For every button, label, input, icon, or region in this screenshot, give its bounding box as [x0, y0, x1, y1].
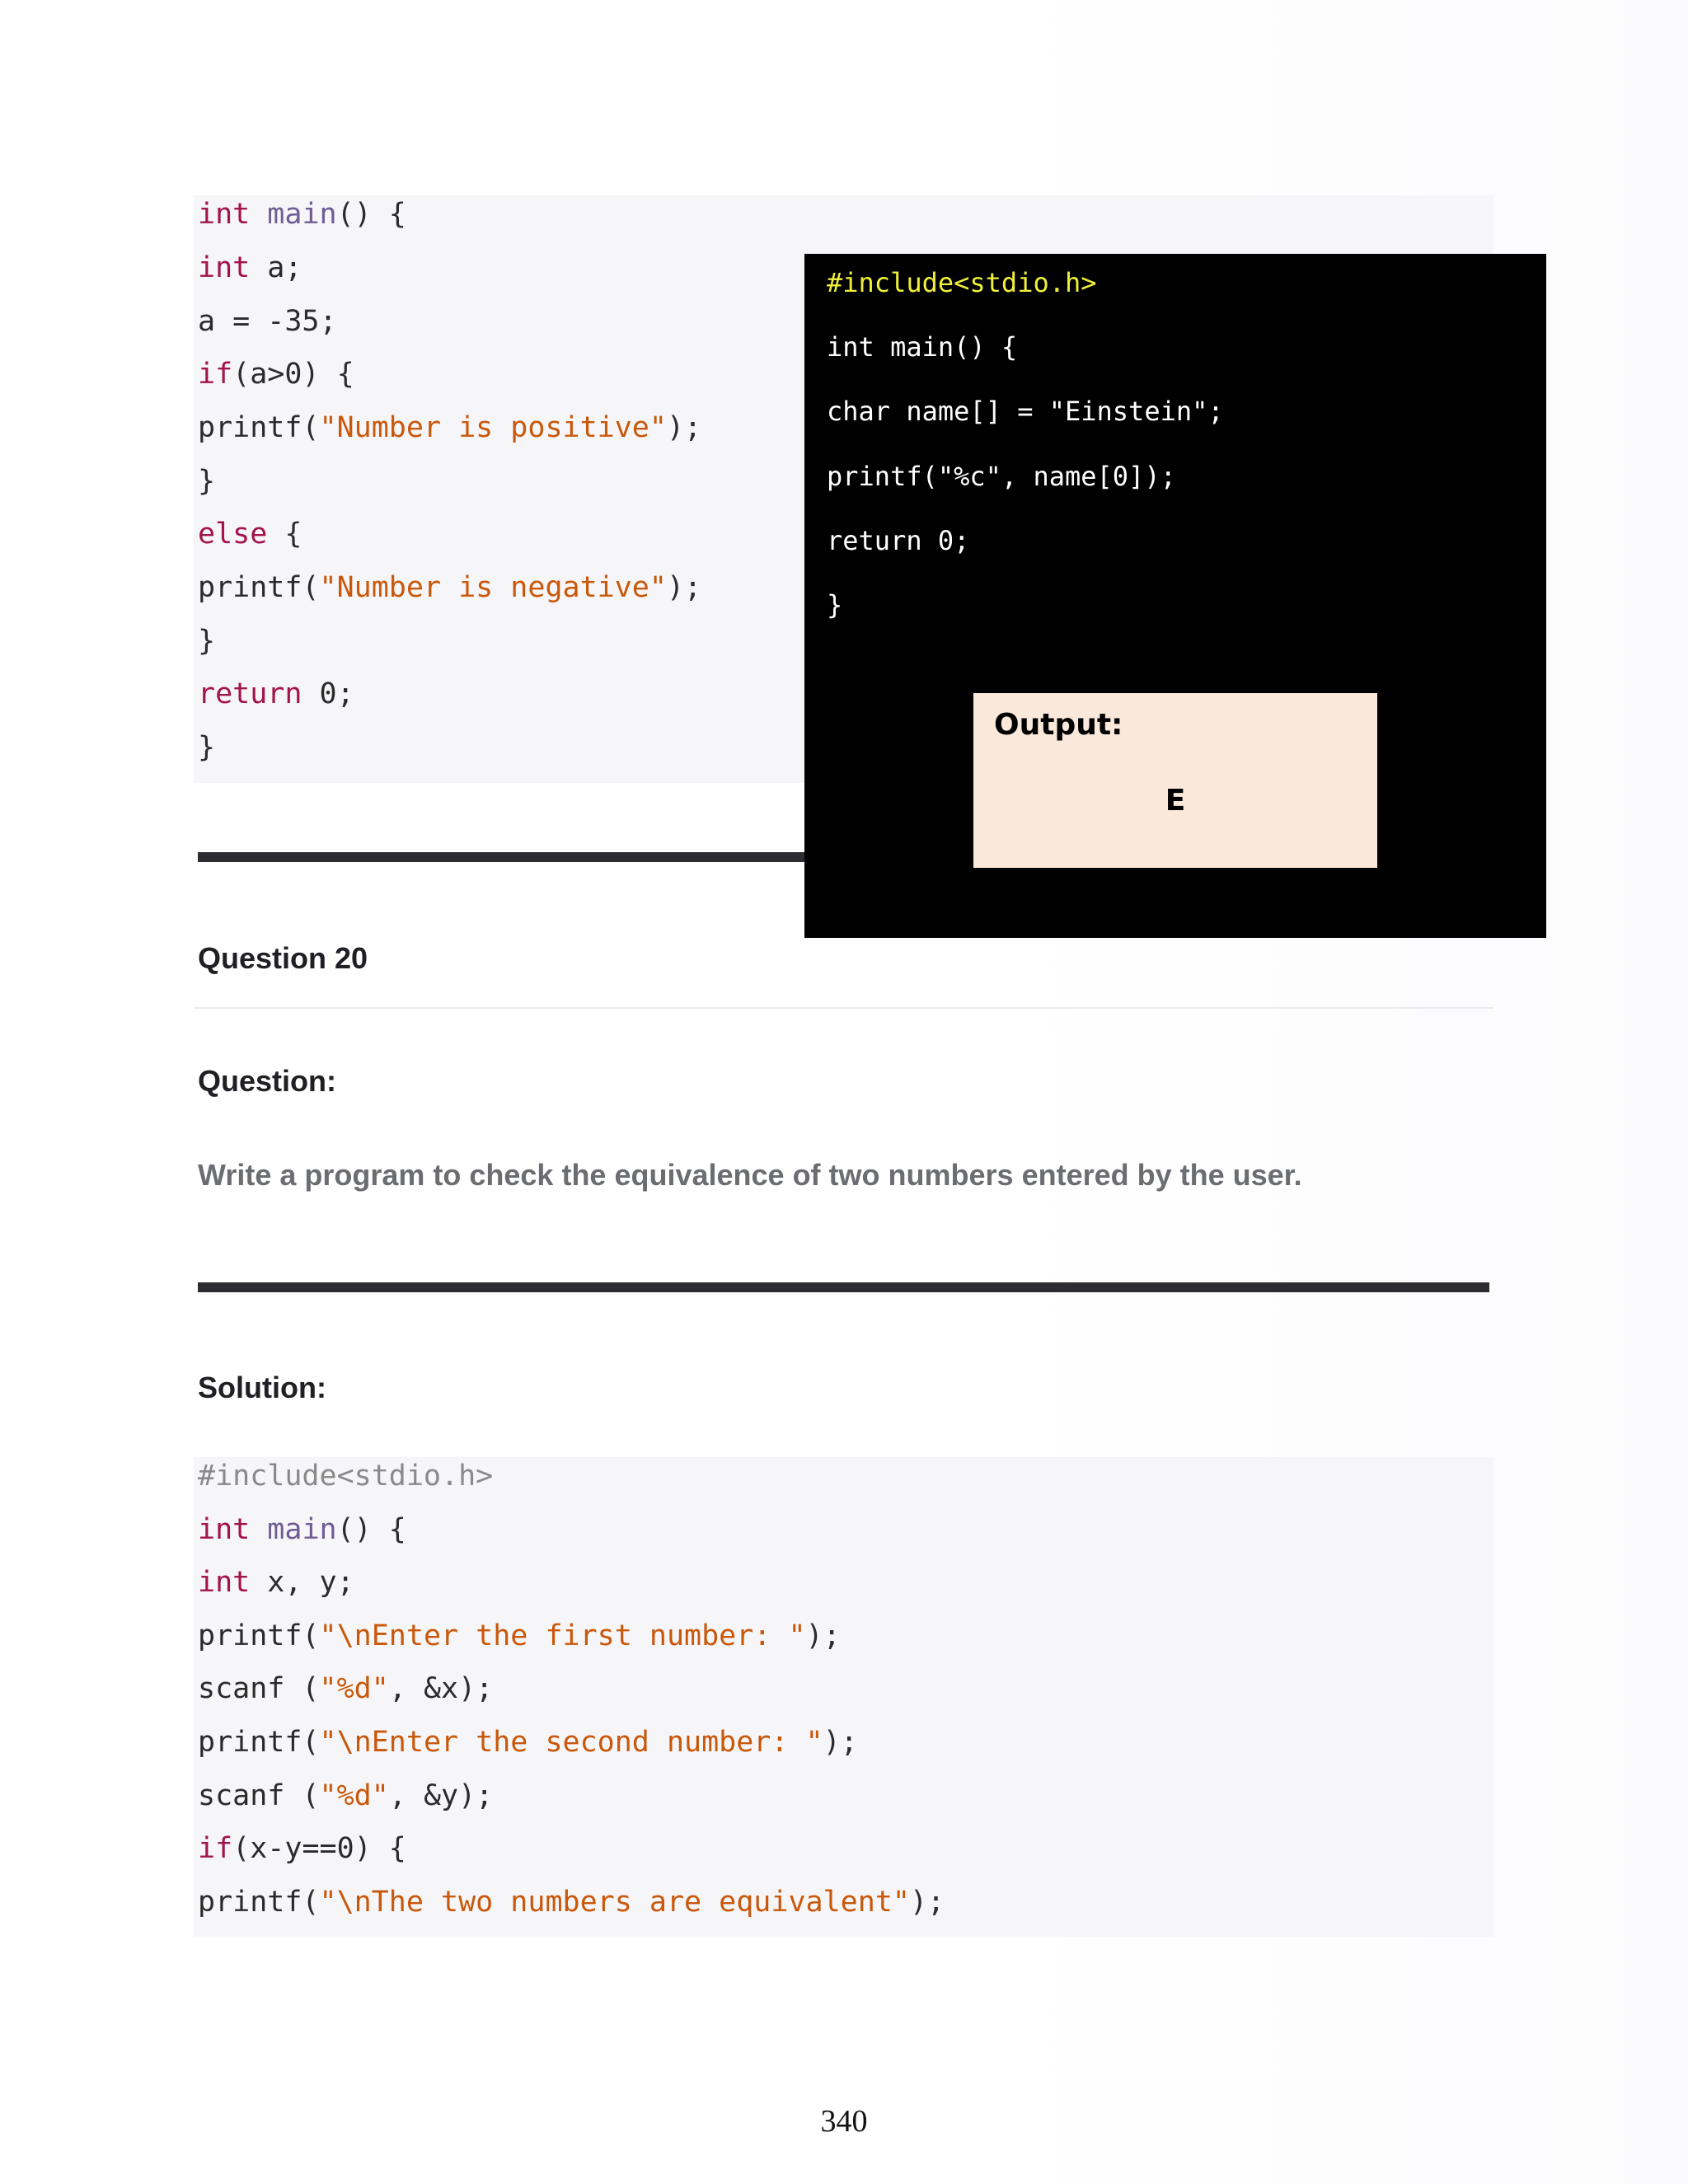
keyword: if — [198, 358, 233, 391]
popup-code-line: #include<stdio.h> — [827, 267, 1097, 298]
question-label: Question: — [198, 1064, 336, 1098]
output-value: E — [1165, 784, 1186, 818]
code-line: printf("\nThe two numbers are equivalent"); — [198, 1886, 945, 1919]
string-literal: "\nEnter the second number: " — [319, 1726, 823, 1759]
section-divider — [198, 1282, 1489, 1292]
solution-label: Solution: — [198, 1371, 326, 1404]
function-name: main — [267, 1513, 337, 1546]
string-literal: "%d" — [319, 1672, 389, 1705]
code-line: } — [198, 465, 216, 498]
keyword: if — [198, 1832, 233, 1865]
popup-code-line: printf("%c", name[0]); — [827, 461, 1176, 492]
code-line: if(a>0) { — [198, 358, 354, 391]
code-line: printf("Number is positive"); — [198, 411, 702, 444]
keyword: else — [198, 518, 268, 551]
page-number: 340 — [820, 2104, 868, 2139]
popup-code-line: int main() { — [827, 331, 1018, 363]
code-line: a = -35; — [198, 305, 337, 338]
string-literal: "Number is negative" — [319, 571, 667, 604]
question-title: Question 20 — [198, 941, 368, 975]
code-output-popup — [804, 254, 1546, 938]
code-line: int main() { — [198, 1513, 406, 1546]
output-label: Output: — [994, 708, 1123, 742]
keyword: int — [198, 198, 251, 231]
code-line: int a; — [198, 251, 302, 284]
code-line: else { — [198, 518, 302, 551]
keyword: int — [198, 1513, 251, 1546]
code-line: if(x-y==0) { — [198, 1832, 406, 1865]
preprocessor: #include<stdio.h> — [198, 1460, 494, 1493]
code-line: return 0; — [198, 677, 354, 710]
question-text: Write a program to check the equivalence of two numbers entered by the user. — [198, 1158, 1302, 1192]
keyword: return — [198, 677, 302, 710]
divider-line — [194, 1007, 1493, 1009]
output-box — [973, 693, 1377, 868]
popup-code-line: return 0; — [827, 525, 970, 556]
popup-code-line: } — [827, 589, 843, 621]
function-name: main — [267, 198, 337, 231]
section-divider — [198, 852, 808, 862]
string-literal: "%d" — [319, 1779, 389, 1812]
code-line: scanf ("%d", &y); — [198, 1779, 494, 1812]
code-line: printf("\nEnter the second number: "); — [198, 1726, 858, 1759]
popup-code-line: char name[] = "Einstein"; — [827, 396, 1224, 427]
code-line: printf("Number is negative"); — [198, 571, 702, 604]
code-line: int main() { — [198, 198, 406, 231]
code-line — [198, 1456, 493, 1496]
keyword: int — [198, 1566, 251, 1599]
code-line: scanf ("%d", &x); — [198, 1672, 494, 1705]
code-line: int x, y; — [198, 1566, 354, 1599]
string-literal: "\nEnter the first number: " — [319, 1619, 806, 1652]
string-literal: "\nThe two numbers are equivalent" — [319, 1886, 910, 1919]
code-line: printf("\nEnter the first number: "); — [198, 1619, 841, 1652]
code-line: } — [198, 625, 216, 658]
string-literal: "Number is positive" — [319, 411, 667, 444]
keyword: int — [198, 251, 251, 284]
code-line: } — [198, 731, 216, 764]
